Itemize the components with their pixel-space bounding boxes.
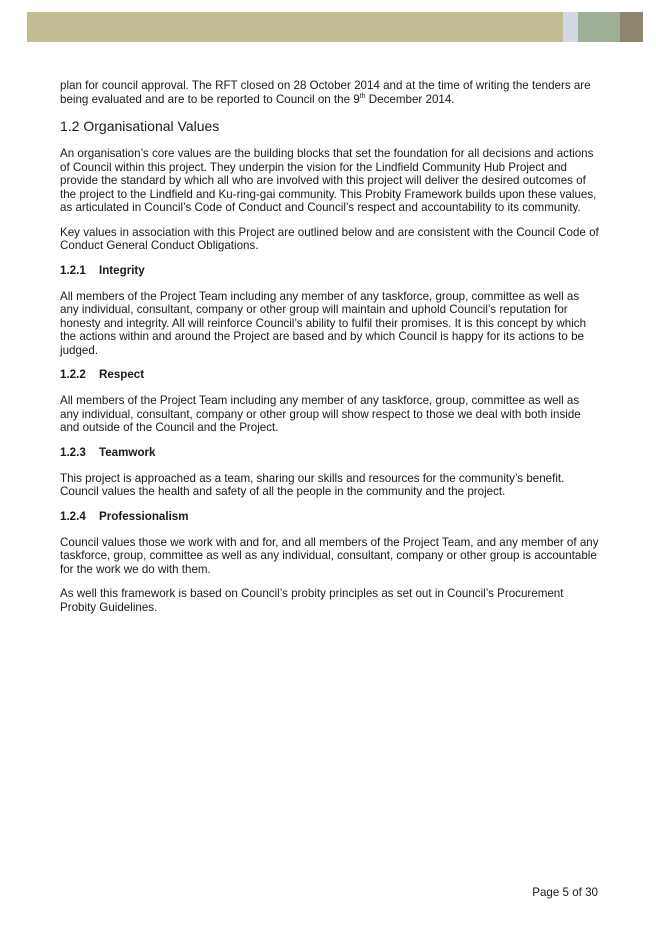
page-number: Page 5 of 30 xyxy=(532,886,598,899)
header-decoration-bar xyxy=(27,12,656,42)
section-heading: 1.2 Organisational Values xyxy=(60,118,220,134)
header-bar-olive xyxy=(27,12,563,42)
closing-paragraph: As well this framework is based on Council’s probity principles as set out in Council’s Procurement Probity Guidelines. xyxy=(60,587,564,614)
intro-paragraph: plan for council approval. The RFT closed on 28 October 2014 and at the time of writing the tenders are being evaluated and are to be reported to Council on the 9th December 2014. xyxy=(60,79,591,106)
subsection-heading-integrity: 1.2.1 Integrity xyxy=(60,263,145,277)
section-paragraph-1: An organisation’s core values are the building blocks that set the foundation for all decisions and actions of Council within this project. They underpin the vision for the Lindfield Community Hub Project and provide the standard by which all who are involved with this project will deliver the desired outcomes of the project to the Lindfield and Ku-ring-gai community. This Probity Framework builds upon these values, as articulated in Council’s Code of Conduct and Council’s respect and accountability to its community. xyxy=(60,147,597,214)
subsection-heading-professionalism: 1.2.4 Professionalism xyxy=(60,509,189,523)
subsection-text-professionalism: Council values those we work with and for, and all members of the Project Team, and any member of any taskforce, group, committee as well as any individual, consultant, company or other group is accountable for the work we do with them. xyxy=(60,535,599,576)
subsection-text-respect: All members of the Project Team including any member of any taskforce, group, committee as well as any individual, consultant, company or other group will show respect to those we deal with both inside and outside of the Council and the Project. xyxy=(60,394,581,434)
section-paragraph-2: Key values in association with this Project are outlined below and are consistent with the Council Code of Conduct General Conduct Obligations. xyxy=(60,225,599,252)
document-body xyxy=(60,79,600,625)
subsection-heading-teamwork: 1.2.3 Teamwork xyxy=(60,445,156,459)
subsection-text-integrity: All members of the Project Team including any member of any taskforce, group, committee as well as any individual, consultant, company or other group will maintain and uphold Council’s reputation for honesty and integrity. All will reinforce Council’s ability to fulfil their promises. It is this concept by which the actions within and around the Project are based and by which Council is happy for its actions to be judged. xyxy=(60,289,587,357)
subsection-text-teamwork: This project is approached as a team, sharing our skills and resources for the community’s benefit. Council values the health and safety of all the people in the community and the project. xyxy=(60,471,565,498)
subsection-heading-respect: 1.2.2 Respect xyxy=(60,368,145,381)
header-bar-light xyxy=(563,12,578,42)
header-bar-green xyxy=(578,12,620,42)
header-bar-brown xyxy=(620,12,643,42)
